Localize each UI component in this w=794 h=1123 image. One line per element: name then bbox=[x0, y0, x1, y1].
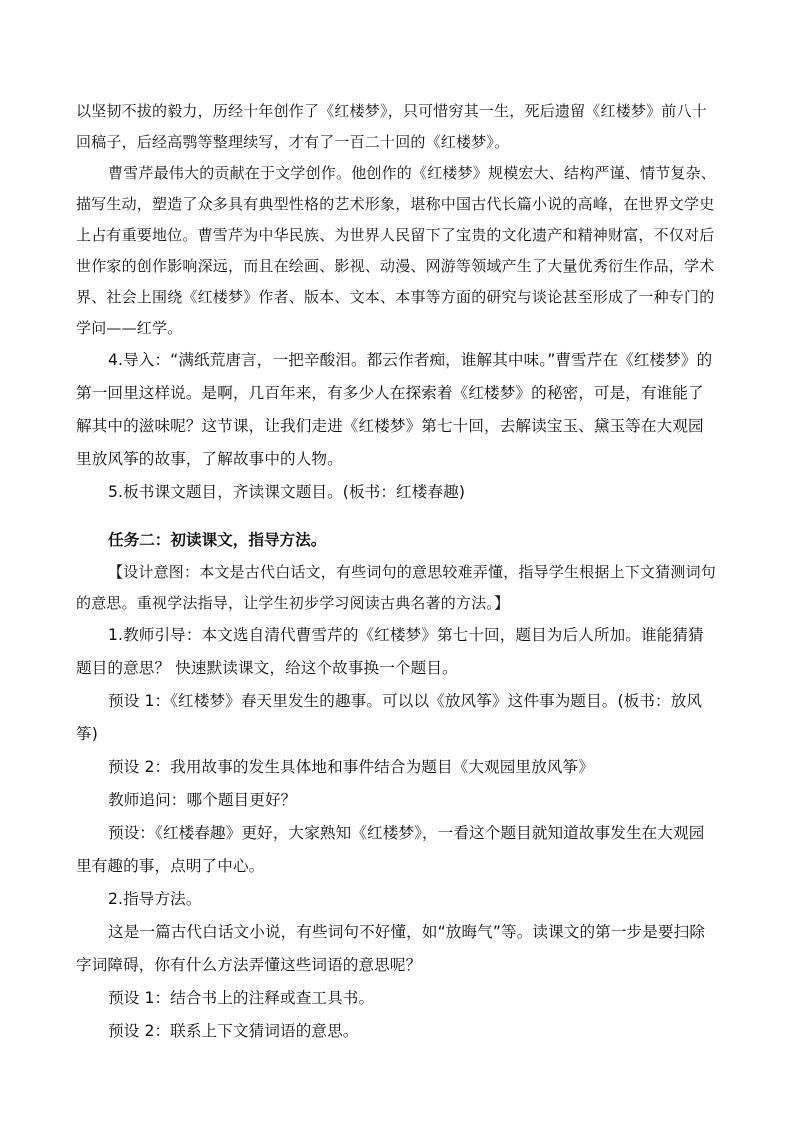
paragraph-contribution: 曹雪芹最伟大的贡献在于文学创作。他创作的《红楼梦》规模宏大、结构严谨、情节复杂、描写生动，塑造了众多具有典型性格的艺术形象，堪称中国古代长篇小说的高峰，在世界文学史上占有重要地位。曹雪芹为中华民族、为世界人民留下了宝贵的文化遗产和精神财富，不仅对后世作家的创作影响深远，而且在绘画、影视、动漫、网游等领域产生了大量优秀衍生作品，学术界、社会上围绕《红楼梦》作者、版本、文本、本事等方面的研究与谈论甚至形成了一种专门的学问——红学。 bbox=[76, 164, 717, 337]
task-two-heading: 任务二：初读课文，指导方法。 bbox=[108, 531, 327, 549]
paragraph-preset-answer: 预设：《红楼春趣》更好，大家熟知《红楼梦》，一看这个题目就知道故事发生在大观园里有趣的事，点明了中心。 bbox=[76, 824, 705, 875]
paragraph-method-preset-2: 预设 2：联系上下文猜词语的意思。 bbox=[108, 1022, 359, 1040]
paragraph-guide-method: 2.指导方法。 bbox=[108, 890, 202, 908]
paragraph-method-preset-1: 预设 1：结合书上的注释或查工具书。 bbox=[108, 989, 375, 1007]
design-intent-note: 【设计意图：本文是古代白话文，有些词句的意思较难弄懂，指导学生根据上下文猜测词句的意思。重视学法指导，让学生初步学习阅读古典名著的方法。】 bbox=[76, 563, 717, 612]
paragraph-board-title: 5.板书课文题目，齐读课文题目。(板书：红楼春趣) bbox=[108, 483, 466, 501]
paragraph-preset-2: 预设 2：我用故事的发生具体地和事件结合为题目《大观园里放风筝》 bbox=[108, 758, 594, 776]
document-body bbox=[76, 96, 718, 1048]
paragraph-preset-1: 预设 1：《红楼梦》春天里发生的趣事。可以以《放风筝》这件事为题目。(板书：放风筝) bbox=[76, 692, 703, 743]
paragraph-teacher-guide: 1.教师引导：本文选自清代曹雪芹的《红楼梦》第七十回，题目为后人所加。谁能猜猜题目的意思？ 快速默读课文，给这个故事换一个题目。 bbox=[76, 626, 704, 677]
paragraph-vernacular-note: 这是一篇古代白话文小说，有些词句不好懂，如“放晦气”等。读课文的第一步是要扫除字词障碍，你有什么方法弄懂这些词语的意思呢？ bbox=[76, 923, 706, 974]
paragraph-teacher-followup: 教师追问：哪个题目更好？ bbox=[108, 791, 297, 809]
paragraph-lead-in: 4.导入：“满纸荒唐言，一把辛酸泪。都云作者痴，谁解其中味。”曹雪芹在《红楼梦》的第一回里这样说。是啊，几百年来，有多少人在探索着《红楼梦》的秘密，可是，有谁能了解其中的滋味呢？这节课，让我们走进《红楼梦》第七十回，去解读宝玉、黛玉等在大观园里放风筝的故事，了解故事中的人物。 bbox=[76, 351, 713, 468]
paragraph-intro-end: 以坚韧不拔的毅力，历经十年创作了《红楼梦》，只可惜穷其一生，死后遗留《红楼梦》前八十回稿子，后经高鹗等整理续写，才有了一百二十回的《红楼梦》。 bbox=[76, 102, 707, 151]
